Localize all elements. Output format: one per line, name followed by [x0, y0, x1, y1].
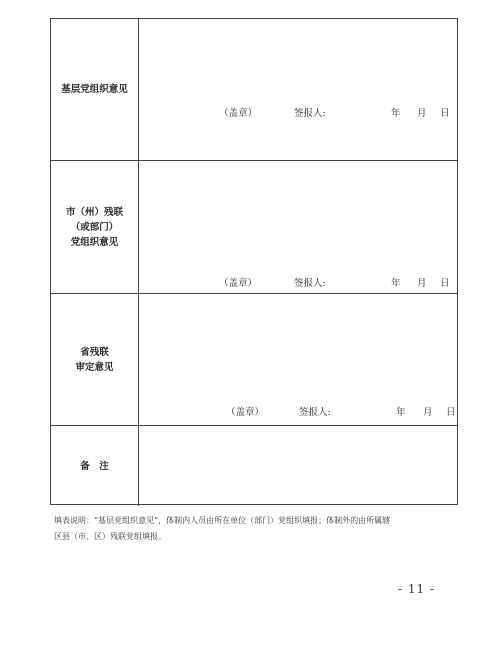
review-form-table	[50, 18, 458, 505]
month-label: 月	[417, 108, 427, 119]
row-label-line: 市（州）残联	[65, 206, 123, 218]
row-label-line: 党组织意见	[70, 236, 119, 248]
day-label: 日	[440, 278, 450, 289]
year-label: 年	[391, 108, 401, 119]
day-label: 日	[440, 108, 450, 119]
row-label	[51, 426, 139, 506]
signer-label: 签报人:	[294, 278, 326, 289]
year-label: 年	[391, 278, 401, 289]
month-label: 月	[417, 278, 427, 289]
signer-label: 签报人:	[294, 108, 326, 119]
page-number: - 11 -	[398, 582, 436, 596]
row-grassroots-opinion	[51, 19, 457, 161]
row-label	[51, 19, 139, 160]
form-instructions	[54, 513, 454, 545]
row-remarks	[51, 426, 457, 506]
row-label-line: （或部门）	[70, 221, 119, 233]
row-label	[51, 161, 139, 293]
signer-label: 签报人:	[299, 407, 331, 418]
row-label-line: 基层党组织意见	[61, 84, 128, 95]
instructions-line: 区县（市、区）残联党组填报。	[54, 532, 166, 541]
row-label-line: 省残联	[80, 346, 109, 358]
seal-label: （盖章）	[226, 407, 265, 418]
row-city-federation-opinion	[51, 161, 457, 294]
seal-label: （盖章）	[219, 278, 258, 289]
row-label	[51, 294, 139, 425]
year-label: 年	[396, 407, 406, 418]
row-label-line: 备 注	[80, 460, 109, 472]
day-label: 日	[446, 407, 456, 418]
instructions-line: 填表说明：“基层党组织意见”，体制内人员由所在单位（部门）党组织填报；体制外的由所属辖	[54, 516, 391, 525]
seal-label: （盖章）	[219, 108, 258, 119]
row-label-line: 审定意见	[75, 361, 114, 373]
month-label: 月	[423, 407, 433, 418]
row-provincial-approval	[51, 294, 457, 426]
